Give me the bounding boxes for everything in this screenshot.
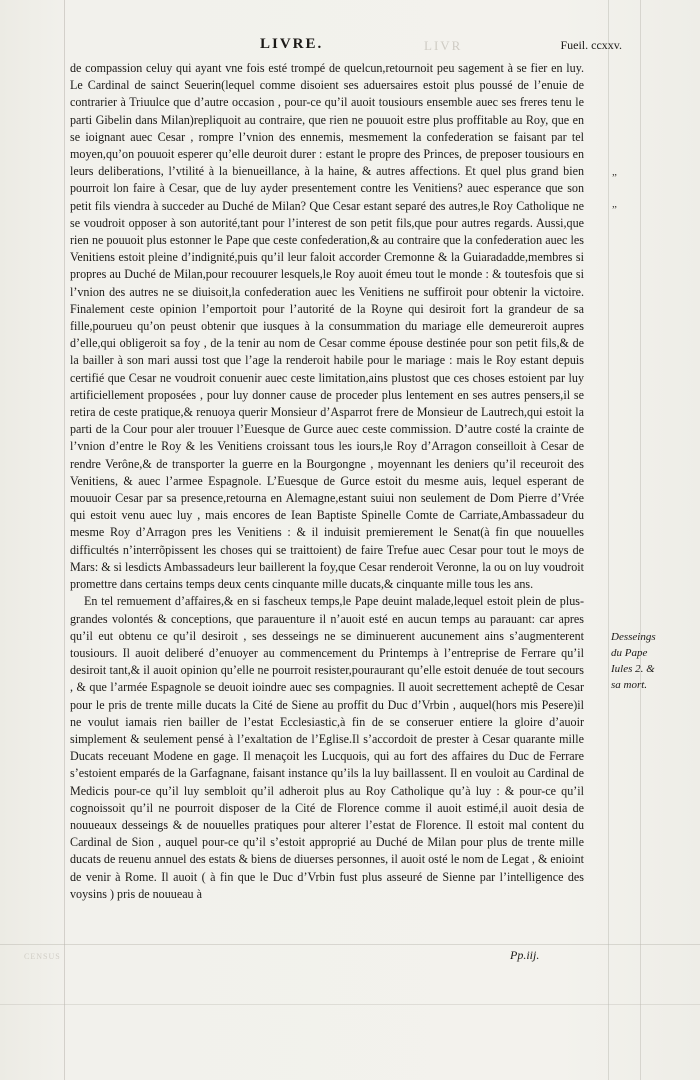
paragraph: En tel remuement d’affaires,& en si fascheux temps,le Pape deuint malade,lequel estoit plein de plus-grandes volontés & conceptions, que parauenture il n’auoit esté en aucun temps au parauant: car apres qu’il eut obtenu ce qu’il desiroit , ses desseings ne se diminuerent aucunement ains s’augmenterent tousiours. Il auoit deliberé d’enuoyer au commencement du Printemps à l’entreprise de Ferrare qu’il desiroit tant,& il auoit opinion qu’elle ne pourroit resister,pouraurant qu’elle estoit denuée de tout secours , & que l’armée Espagnole se deuoit ioindre auec ses compagnies. Il auoit secrettement acheptê de Cesar pour le pris de trente mille ducats la Cité de Siene au proffit du Duc d’Vrbin , auquel(hors mis Pesere)il ne voulut iamais rien bailler de l’estat Ecclesiastic,à fin de se conseruer entiere la gloire d’auoir simplement & seulement pensé à l’exaltation de l’Eglise.Il s’accordoit de prester à Cesar quarante mille Ducats receuant Modene en gage. Il menaçoit les Lucquois, qui au fort des affaires du Duc de Ferrare s’estoient emparés de la Garfagnane, faisant instance qu’ils la luy baillassent. Il en vouloit au Cardinal de Medicis pour-ce qu’il luy sembloit qu’il adheroit plus au Roy Catholique qu’à luy : & pour-ce qu’il cognoissoit qu’il ne pourroit disposer de la Cité de Florence comme il auoit estimé,il auoit desia de nouueaux desseings & de nouuelles pratiques pour alterer l’estat de Florence. Il estoit mal content du Cardinal de Sion , auquel pour-ce qu’il s’estoit approprié au Duché de Milan pour plus de trente mille ducats de reuenu annuel des estats & biens de diuerses personnes, il auoit osté le nom de Legat , & enioint de venir à Rome. Il auoit ( à fin que le Duc d’Vrbin fust plus asseuré de Sienne par l’intelligence des voysins ) pris de nouueau à [70, 594, 584, 901]
marginal-note [611, 629, 697, 693]
crease-line-foot [0, 1004, 700, 1005]
page-header [70, 36, 622, 56]
quotation-mark: „ [612, 166, 617, 178]
library-stamp-ghost: CENSUS [24, 952, 61, 961]
quotation-mark: „ [612, 198, 617, 210]
marginal-note-line: du Pape [611, 647, 648, 659]
folio-number: Fueil. ccxxv. [560, 38, 622, 52]
running-head: LIVRE. [260, 36, 324, 52]
marginal-note-line: Iules 2. & [611, 663, 655, 675]
main-text-block [70, 60, 584, 903]
crease-line-margin [640, 0, 641, 1080]
crease-line-bottom [0, 944, 700, 945]
paragraph: de compassion celuy qui ayant vne fois esté trompé de quelcun,retournoit peu sagement à se fier en luy. Le Cardinal de sainct Seuerin(lequel comme disoient ses aduersaires estoit plus poussé de l’enuie de contrarier à Triuulce que d’autre occasion , pour-ce qu’il auoit tousiours ensemble auec ses freres tenu le parti Gibelin dans Milan)repliquoit au contraire, que rien ne pouuoit estre plus proffitable au Roy, que en se ioignant auec Cesar , rompre l’vnion des ennemis, mesmement la confederation se faisant par tel moyen,qu’on pouuoit esperer qu’elle deuroit durer : estant le propre des Princes, de preposer tousiours en leurs deliberations, l’vtilité à la bienueillance, à la haine, & autres affections. Et quel plus grand bien pourroit lon faire à Cesar, que de luy ayder presentement contre les Venitiens? auec esperance que son petit fils viendra à succeder au Duché de Milan? Que Cesar estant separé des autres,le Roy Catholique ne se voudroit opposer à son autorité,tant pour l’interest de son petit fils,que pour autres regards. Aussi,que rien ne pouuoit plus estonner le Pape que ceste confederation,& au contraire que la confederation auec les Venitiens estoit pleine d’indignité,puis qu’il leur faloit accorder Cremonne & la Guiaradadde,membres si propres au Duché de Milan,pour recouurer lesquels,le Roy auoit émeu tout le monde : & toutesfois que si l’vnion des autres ne se diuisoit,la confederation auec les Venitiens ne suffiroit pour obtenir la victoire. Finalement ceste opinion l’emportoit pour l’autorité de la Royne qui desiroit fort la grandeur de sa fille,pourueu qu’on peust obtenir que iusques à la consummation du mariage elle demeureroit aupres d’elle,qui obligeroit sa foy , de la tenir au nom de Cesar comme épouse destinée pour son petit fils,& de la bailler à son mari aussi tost que l’age la renderoit habile pour le mariage : mais le Roy estant depuis certifié que Cesar ne voudroit conuenir auec ceste limitation,ains plustost que ces choses estoient par luy artificiellement proposées , pour luy donner cause de proceder plus lentement en ses autres pensers,il se retira de ceste pratique,& renuoya querir Monsieur d’Asparrot frere de Monsieur de Lautrech,qui estoit la parti de la Cour pour aler trouuer l’Euesque de Gurce auec ceste commission. D’autre costé la crainte de l’vnion d’entre le Roy & les Venitiens croissant tous les iours,le Roy d’Arragon conseilloit à Cesar de rendre Verône,& de transporter la guerre en la Bourgongne , moyennant les deniers qu’il receuroit des Venitiens, & auec l’armee Espagnole. L’Euesque de Gurce estoit du mesme auis, lequel esperant de mouuoir Cesar par sa presence,retourna en Alemagne,estant suiui non seulement de Dom Pierre d’Vrée qui estoit venu auec luy , mais encores de Iean Baptiste Spinelle Comte de Carriate,Ambassadeur du mesme Roy d’Arragon pres les Venitiens : & il induisit premierement le Senat(à fin que nouuelles difficultés n’interrõpissent les choses qui se traittoient) de faire Trefue auec Cesar pour tout le moys de Mars: & si lesdicts Ambassadeurs leur baillerent la foy,que Cesar renderoit Veronne, la ou on luy voudroit promettre dans certains temps deux cents cinquante mille ducats,& cinquante mille tous les ans. [70, 61, 584, 592]
show-through-text: LIVR [424, 38, 463, 53]
marginal-note-line: sa mort. [611, 679, 648, 691]
crease-line-right [608, 0, 609, 1080]
signature-mark: Pp.iij. [510, 948, 540, 962]
marginal-note-line: Desseings [611, 631, 656, 643]
crease-line-left [64, 0, 65, 1080]
